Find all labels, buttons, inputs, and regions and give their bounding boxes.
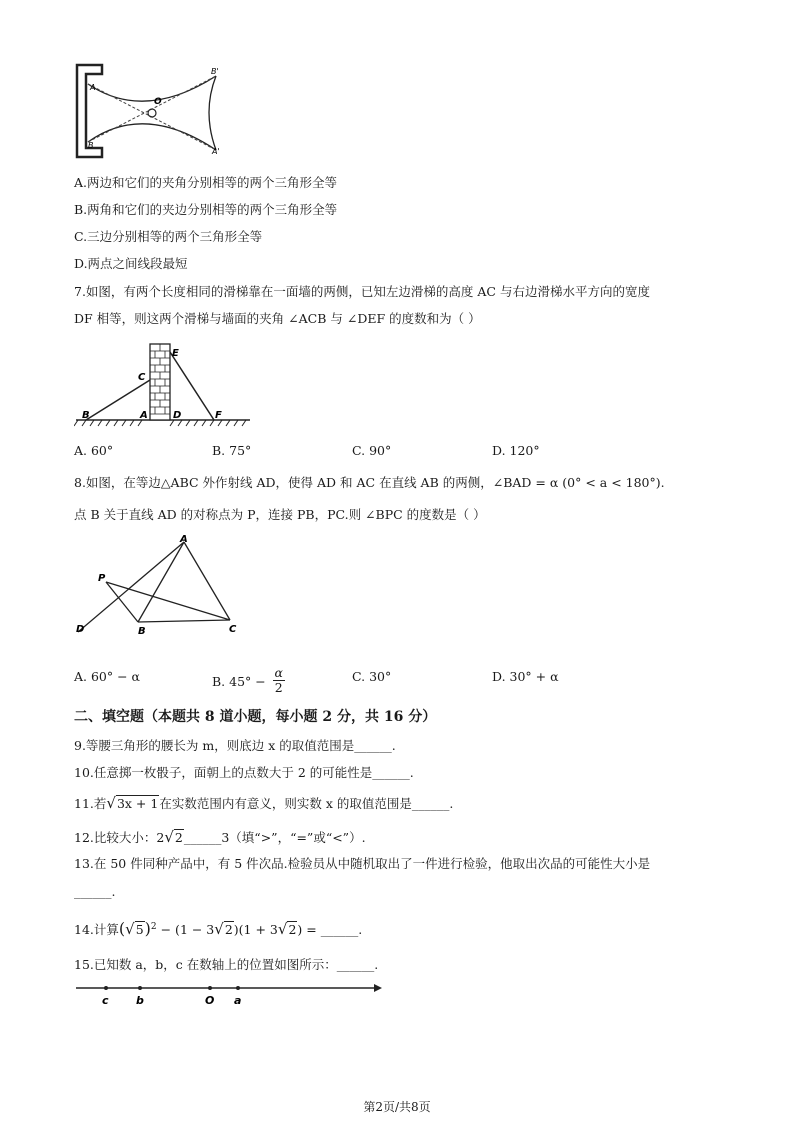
q8-option-b xyxy=(212,665,285,697)
q14-mid1: − (1 − 3 xyxy=(156,922,215,938)
fig7-label-d: D xyxy=(173,410,182,421)
q6-option-d: D.两点之间线段最短 xyxy=(74,256,188,271)
fig6-label-b: B xyxy=(88,141,94,150)
q8-option-d: D. 30° + α xyxy=(492,669,559,684)
q12-sqrt-sign: √ xyxy=(164,828,174,846)
q8-stem-line2: 点 B 关于直线 AD 的对称点为 P，连接 PB，PC.则 ∠BPC 的度数是（ ） xyxy=(74,507,486,522)
q8-option-b-prefix: B. 45° − xyxy=(212,674,266,689)
q14-text xyxy=(74,918,362,939)
q11-radicand: 3x + 1 xyxy=(116,796,159,811)
q14-paren-open: ( xyxy=(118,919,126,939)
figure-q8-triangle-diagram xyxy=(74,534,254,644)
q8-option-b-frac-num: α xyxy=(274,665,283,680)
page-footer: 第2页/共8页 xyxy=(363,1100,431,1114)
q11-text xyxy=(74,794,453,813)
q13-line2: ______. xyxy=(74,884,116,899)
q12-prefix: 12.比较大小：2 xyxy=(74,830,165,845)
fig7-label-f: F xyxy=(215,410,222,421)
q12-text xyxy=(74,828,366,847)
figure-q6-ladder-diagram xyxy=(74,62,234,162)
q7-stem-line2: DF 相等，则这两个滑梯与墙面的夹角 ∠ACB 与 ∠DEF 的度数和为（ ） xyxy=(74,311,481,326)
q10-text: 10.任意掷一枚骰子，面朝上的点数大于 2 的可能性是______. xyxy=(74,765,414,780)
fig8-label-d: D xyxy=(76,624,85,635)
figure-q15-number-line xyxy=(74,978,384,1008)
fig7-label-a: A xyxy=(140,410,148,421)
q7-option-b: B. 75° xyxy=(212,443,252,458)
axis-label-a: a xyxy=(234,994,242,1007)
q14-paren-close: ) xyxy=(144,919,151,939)
q14-radicand-3: 2 xyxy=(288,922,297,938)
q14-sqrt-sign-2: √ xyxy=(214,920,224,939)
q8-option-a: A. 60° − α xyxy=(74,669,140,684)
fig8-label-a: A xyxy=(180,534,188,545)
axis-label-b: b xyxy=(136,994,144,1007)
axis-label-o: O xyxy=(205,994,215,1007)
q8-option-b-frac-den: 2 xyxy=(274,680,283,695)
fig7-label-c: C xyxy=(138,372,146,383)
fig8-label-p: P xyxy=(98,573,106,584)
q8-option-b-fraction xyxy=(273,666,285,695)
q7-stem-line1: 7.如图，有两个长度相同的滑梯靠在一面墙的两侧，已知左边滑梯的高度 AC 与右边滑梯水平方向的宽度 xyxy=(74,284,650,299)
q11-prefix: 11.若 xyxy=(74,796,107,811)
q14-sqrt-sign-1: √ xyxy=(125,920,135,939)
figure-q7-slides-diagram xyxy=(74,340,254,430)
q14-sqrt-sign-3: √ xyxy=(277,920,288,939)
q9-text: 9.等腰三角形的腰长为 m，则底边 x 的取值范围是______. xyxy=(74,738,396,753)
q14-mid2: )(1 + 3 xyxy=(233,922,278,938)
q14-radicand-2: 2 xyxy=(224,922,233,938)
q14-suffix: ) = ______. xyxy=(297,922,363,938)
fig6-label-b-prime: B' xyxy=(211,67,219,76)
q11-suffix: 在实数范围内有意义，则实数 x 的取值范围是______. xyxy=(159,796,454,811)
q14-prefix: 14.计算 xyxy=(74,922,119,938)
fig8-label-c: C xyxy=(229,624,237,635)
q11-sqrt-sign: √ xyxy=(106,794,116,812)
axis-label-c: c xyxy=(102,994,109,1007)
section-fill-blank-title: 二、填空题（本题共 8 道小题，每小题 2 分，共 16 分） xyxy=(74,709,437,725)
fig7-label-b: B xyxy=(82,410,90,421)
q13-line1: 13.在 50 件同种产品中，有 5 件次品.检验员从中随机取出了一件进行检验，他取出次品的可能性大小是 xyxy=(74,856,651,871)
fig7-label-e: E xyxy=(172,348,179,359)
fig6-label-a-prime: A' xyxy=(212,147,220,156)
q6-option-b: B.两角和它们的夹边分别相等的两个三角形全等 xyxy=(74,202,338,217)
q8-option-c: C. 30° xyxy=(352,669,392,684)
q7-option-c: C. 90° xyxy=(352,443,392,458)
fig6-label-o: O xyxy=(154,97,162,107)
q6-option-c: C.三边分别相等的两个三角形全等 xyxy=(74,229,263,244)
q12-suffix: ______3（填“>”，“=”或“<”）. xyxy=(183,830,366,845)
q15-text: 15.已知数 a，b，c 在数轴上的位置如图所示：______. xyxy=(74,957,379,972)
q12-radicand: 2 xyxy=(174,830,183,845)
q6-option-a: A.两边和它们的夹角分别相等的两个三角形全等 xyxy=(74,175,338,190)
fig6-label-a: A xyxy=(90,83,96,92)
q14-radicand-1: 5 xyxy=(135,922,144,938)
q7-option-d: D. 120° xyxy=(492,443,540,458)
fig8-label-b: B xyxy=(138,626,146,637)
q8-stem-line1: 8.如图，在等边△ABC 外作射线 AD，使得 AD 和 AC 在直线 AB 的两侧，∠BAD = α (0° < a < 180°). xyxy=(74,475,665,490)
q7-option-a: A. 60° xyxy=(74,443,114,458)
q14-exponent: 2 xyxy=(150,922,157,932)
